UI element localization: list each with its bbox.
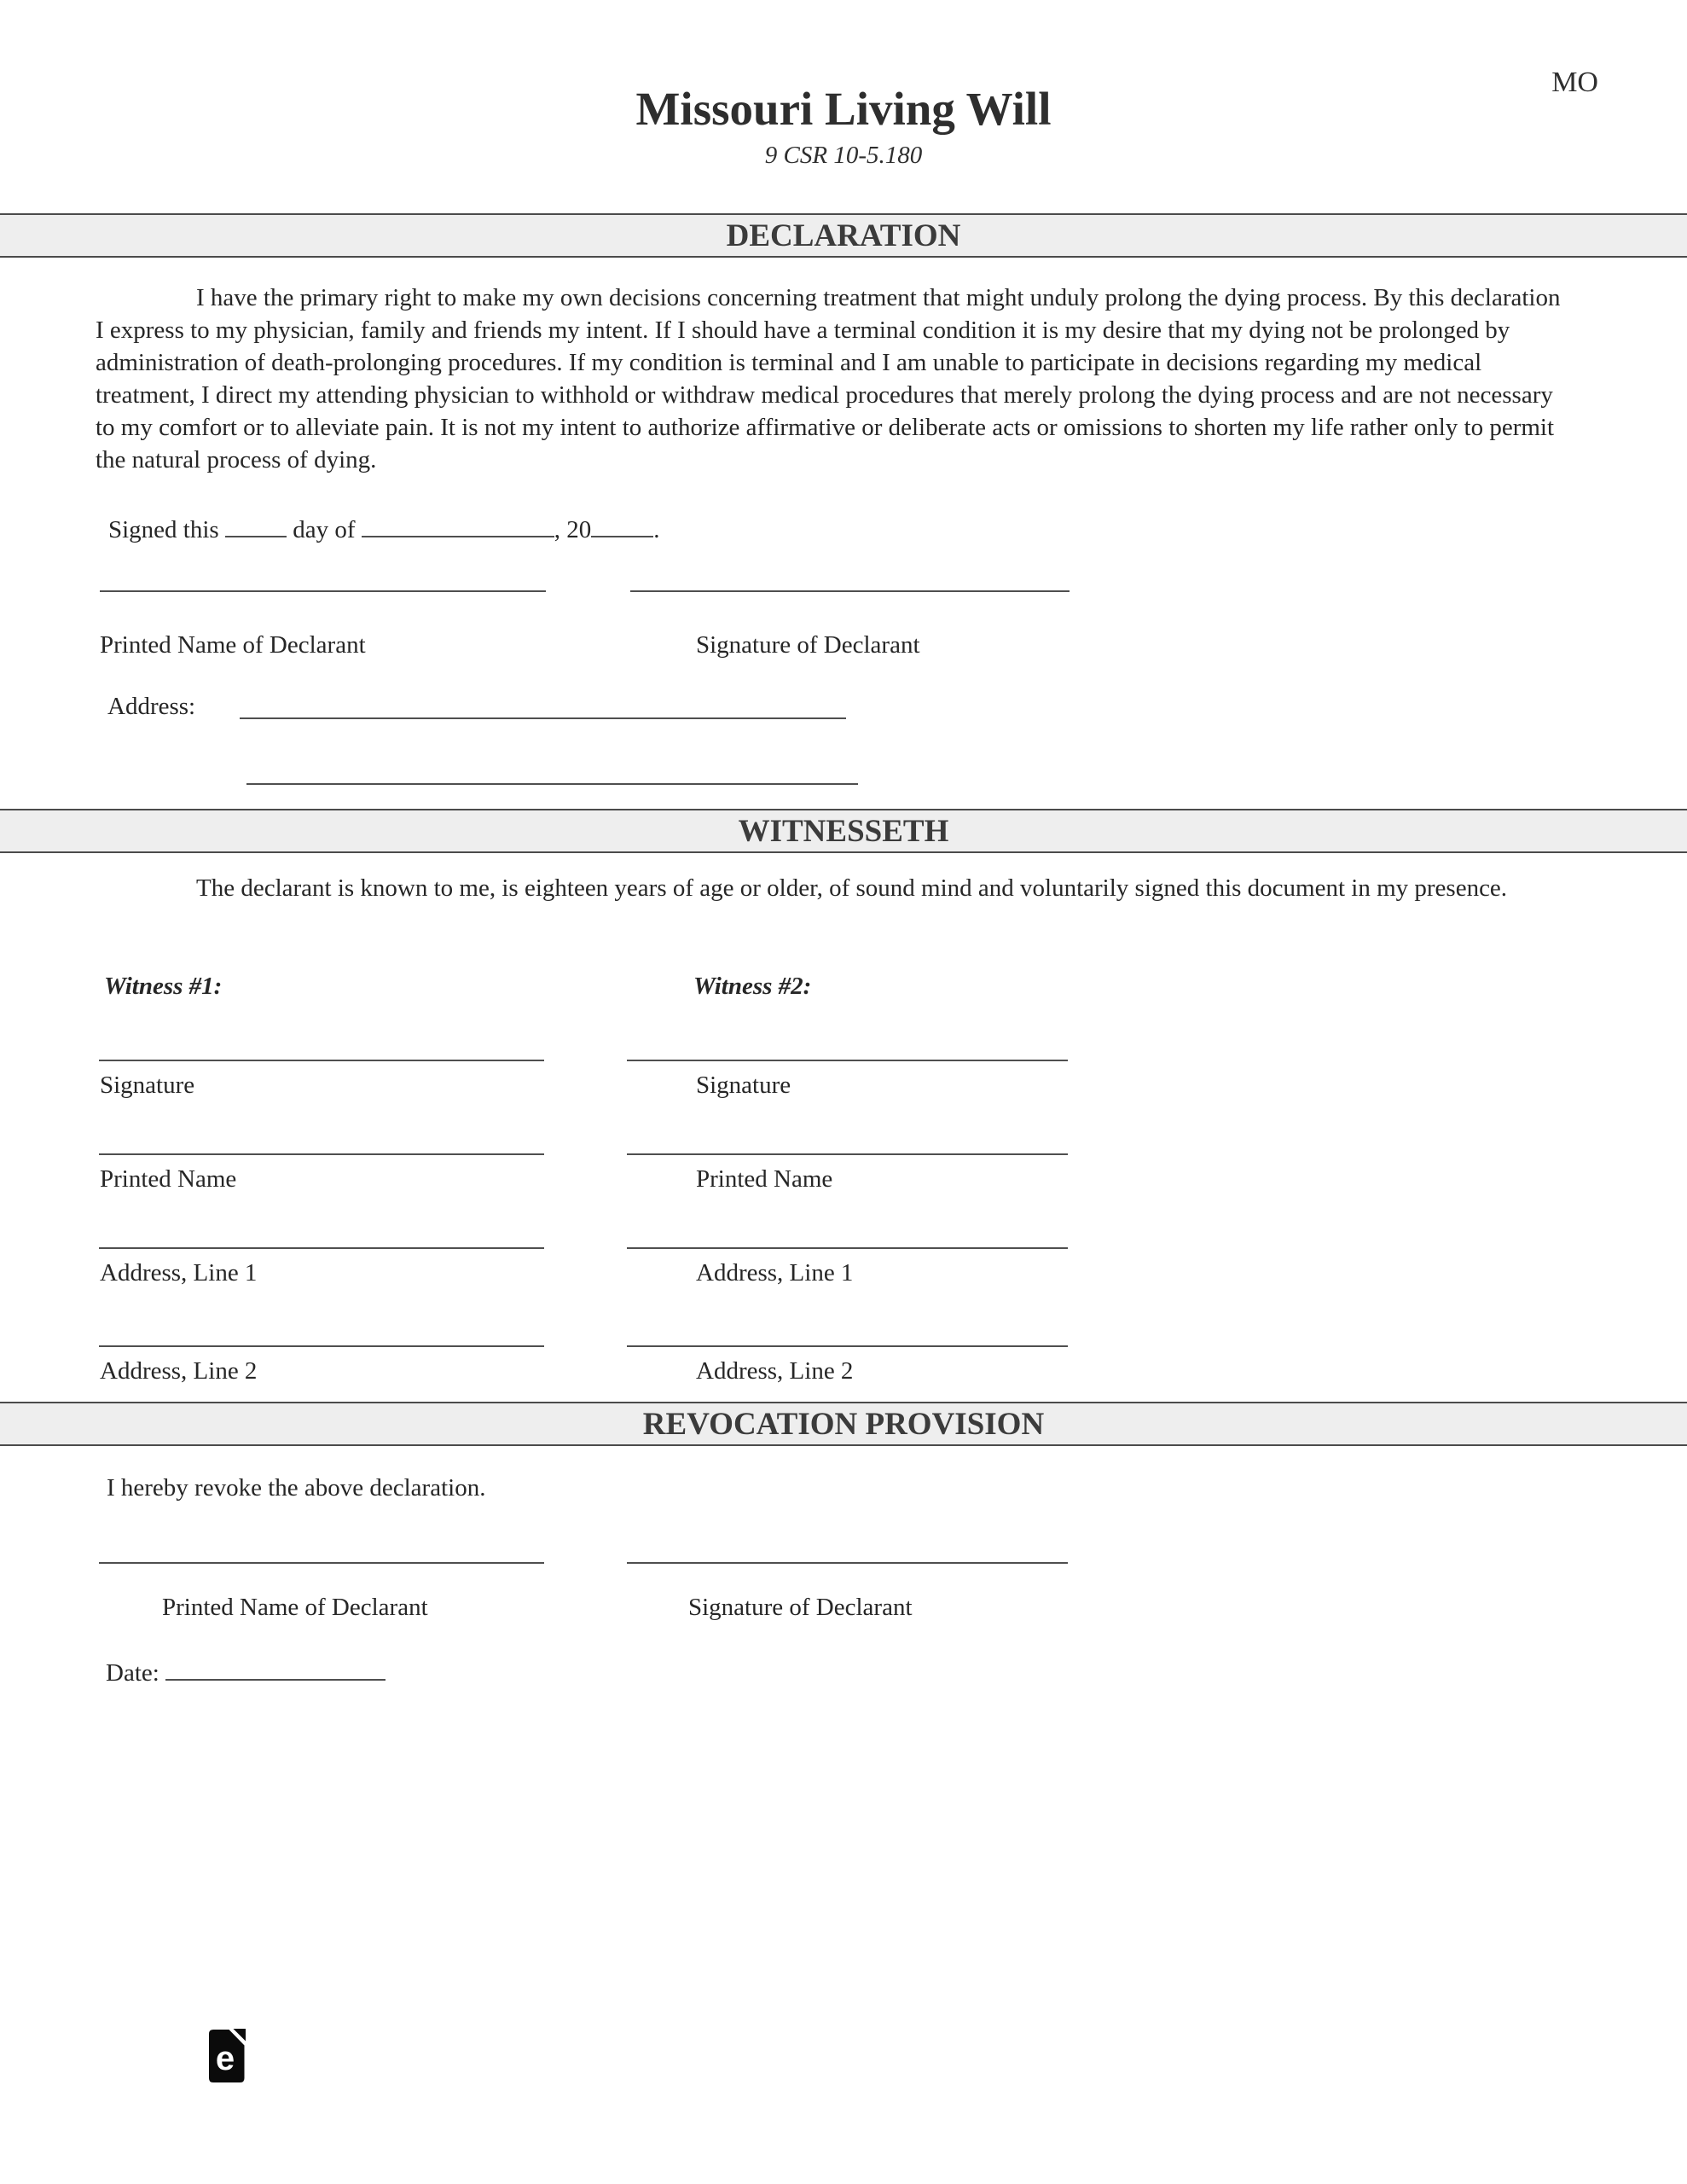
declarant-signature-label: Signature of Declarant [696,631,920,659]
signed-prefix-text: Signed this [108,516,219,543]
witness1-address1-line[interactable] [99,1247,544,1249]
witness2-printed-name-label: Printed Name [696,1165,833,1193]
signed-month-blank[interactable] [362,510,554,537]
witness2-heading: Witness #2: [693,973,812,1000]
declarant-printed-name-line[interactable] [100,590,546,592]
revocation-date-label: Date: [106,1659,159,1687]
section-header-revocation-label: REVOCATION PROVISION [642,1406,1045,1442]
signed-suffix-text: . [653,516,660,543]
section-header-witnesseth [0,809,1687,853]
witness2-printed-name-line[interactable] [627,1153,1068,1155]
declarant-printed-name-label: Printed Name of Declarant [100,631,366,659]
witness1-signature-line[interactable] [99,1060,544,1061]
eforms-logo-letter: e [215,2040,235,2077]
address-line-2[interactable] [246,783,858,785]
state-code-tag: MO [1551,67,1598,98]
witness2-address2-label: Address, Line 2 [696,1357,854,1385]
signed-day-blank[interactable] [225,510,287,537]
declaration-body-text: I have the primary right to make my own decisions concerning treatment that might unduly prolong the dying process. By this declaration I express to my physician, family and friends my intent. If I should have a terminal condition it is my desire that my dying not be prolonged by administration of death-prolonging procedures. If my condition is terminal and I am unable to participate in decisions regarding my medical treatment, I direct my attending physician to withhold or withdraw medical procedures that merely prolong the dying process and are not necessary to my comfort or to alleviate pain. It is not my intent to authorize affirmative or deliberate acts or omissions to shorten my life rather only to permit the natural process of dying. [96,284,1561,473]
witness2-address2-line[interactable] [627,1345,1068,1347]
statute-reference: 9 CSR 10-5.180 [764,142,923,169]
revocation-signature-line[interactable] [627,1562,1068,1564]
signed-year-blank[interactable] [591,510,653,537]
declarant-signature-line[interactable] [630,590,1070,592]
witness1-address2-line[interactable] [99,1345,544,1347]
address-label: Address: [107,693,196,720]
section-header-witnesseth-label: WITNESSETH [738,813,949,849]
witness1-address1-label: Address, Line 1 [100,1259,258,1287]
section-header-declaration-label: DECLARATION [726,218,961,253]
revocation-signature-label: Signature of Declarant [688,1594,913,1621]
witness1-signature-label: Signature [100,1072,195,1099]
witness1-heading: Witness #1: [104,973,223,1000]
witness2-address1-label: Address, Line 1 [696,1259,854,1287]
page-title: Missouri Living Will [635,83,1052,135]
revocation-printed-name-label: Printed Name of Declarant [162,1594,428,1621]
revocation-printed-name-line[interactable] [99,1562,544,1564]
revocation-body-text: I hereby revoke the above declaration. [107,1474,486,1502]
witness2-address1-line[interactable] [627,1247,1068,1249]
witness1-address2-label: Address, Line 2 [100,1357,258,1385]
section-header-declaration [0,213,1687,258]
witness1-printed-name-line[interactable] [99,1153,544,1155]
witness1-printed-name-label: Printed Name [100,1165,237,1193]
signed-middle-text: day of [293,516,356,543]
signed-year-prefix-text: , 20 [554,516,592,543]
witnesseth-body-text: The declarant is known to me, is eighteen years of age or older, of sound mind and voluntarily signed this document in my presence. [196,874,1508,902]
revocation-date-row [106,1653,386,1687]
section-header-revocation [0,1402,1687,1446]
eforms-logo-icon [208,2029,246,2083]
witness2-signature-label: Signature [696,1072,791,1099]
address-line-1[interactable] [240,717,846,719]
signed-date-sentence [108,510,660,544]
witness2-signature-line[interactable] [627,1060,1068,1061]
revocation-date-blank[interactable] [165,1653,386,1681]
